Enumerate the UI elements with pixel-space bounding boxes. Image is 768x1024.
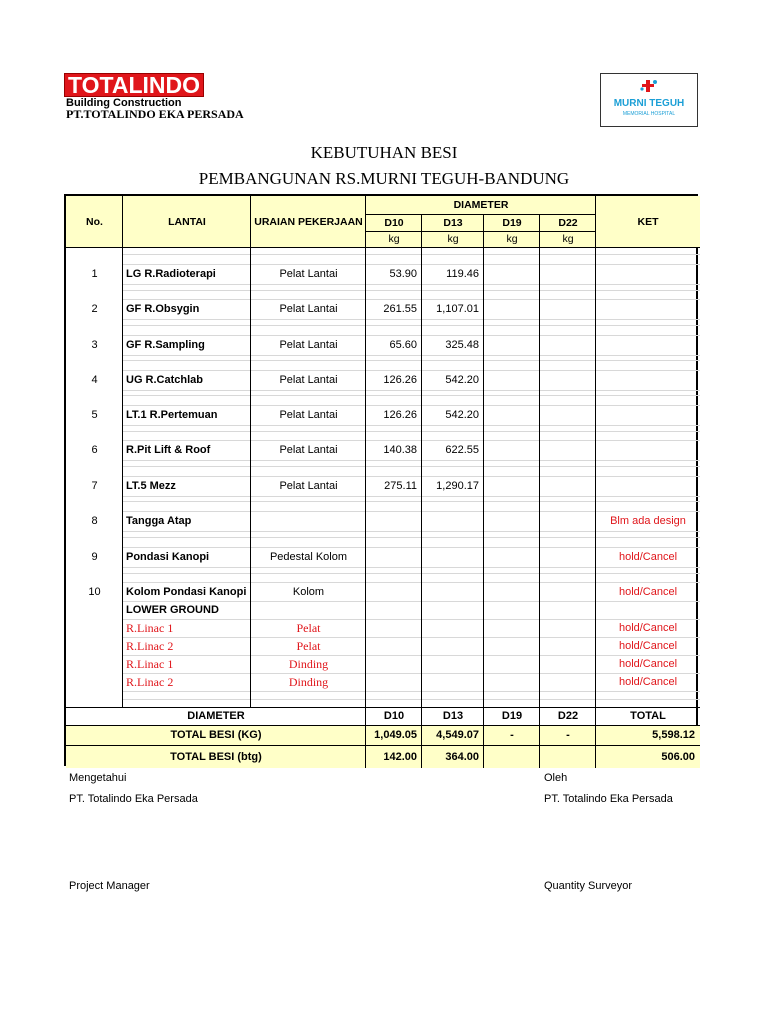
grid-line-faint [123,440,700,441]
lower-ground-lantai: R.Linac 2 [126,674,174,689]
row-uraian [251,511,366,531]
row-d19 [484,335,540,355]
row-d22 [540,405,596,425]
grid-line-v [539,214,540,768]
row-uraian: Pelat Lantai [279,480,338,492]
lower-ground-uraian: Dinding [288,656,329,671]
row-d10: 53.90 [389,268,417,280]
grid-line [66,725,700,726]
grid-line-faint [123,691,700,692]
row-uraian: Pelat Lantai [279,339,338,351]
lower-ground-lantai: R.Linac 2 [126,638,174,653]
grid-line-v [250,196,251,707]
row-d22 [540,476,596,496]
summary-header-d19: D19 [501,710,523,722]
row-d22 [540,370,596,390]
row-ket [596,299,700,319]
row-d10: 65.60 [389,339,417,351]
lower-ground-ket: hold/Cancel [618,658,678,670]
lower-ground-label: LOWER GROUND [126,604,219,616]
row-no: 4 [91,374,98,386]
footer-right-label: Oleh [544,772,568,784]
row-lantai: LG R.Radioterapi [126,268,216,280]
total-kg-d19: - [510,729,514,741]
row-uraian: Pelat Lantai [279,374,338,386]
grid-line-faint [123,370,700,371]
row-d22 [540,582,596,602]
row-no: 3 [91,339,98,351]
grid-line-faint [123,360,700,361]
row-ket [596,335,700,355]
row-uraian: Kolom [292,586,325,598]
header-lantai: LANTAI [123,196,251,247]
row-d22 [540,511,596,531]
row-d13: 542.20 [445,409,479,421]
grid-line-faint [123,405,700,406]
lower-ground-ket: hold/Cancel [618,640,678,652]
logo-brand: TOTALINDO [64,73,204,97]
row-d10: 275.11 [384,480,417,492]
total-btg-total: 506.00 [661,750,695,763]
row-lantai: Kolom Pondasi Kanopi [126,586,247,598]
murni-teguh-logo [600,73,698,127]
total-kg-d13: 4,549.07 [436,729,479,741]
grid-line [66,707,700,708]
row-d22 [540,264,596,284]
row-d19 [484,264,540,284]
grid-line-faint [123,299,700,300]
row-ket [596,370,700,390]
row-lantai: R.Pit Lift & Roof [126,444,211,456]
total-btg-label: TOTAL BESI (btg) [170,750,262,763]
row-d13: 1,290.17 [436,480,479,492]
lower-ground-ket: hold/Cancel [618,622,678,634]
total-btg-d19 [484,745,540,768]
grid-line-faint [123,466,700,467]
row-uraian: Pelat Lantai [279,268,338,280]
footer-left-label: Mengetahui [69,772,127,784]
row-d22 [540,547,596,567]
grid-line-faint [123,431,700,432]
row-ket [596,405,700,425]
row-ket: hold/Cancel [618,586,678,598]
row-d10 [366,582,422,602]
row-d10: 126.26 [383,409,417,421]
total-btg-d10: 142.00 [383,750,417,763]
grid-line-faint [123,547,700,548]
grid-line-v [365,196,366,768]
total-btg-d13: 364.00 [445,750,479,763]
grid-line [66,247,700,248]
row-no: 1 [91,268,98,280]
row-d19 [484,405,540,425]
total-btg-d22 [540,745,596,768]
grid-line-faint [123,496,700,497]
lower-ground-lantai: R.Linac 1 [126,620,174,635]
total-kg-d22: - [566,729,570,741]
header-unit-d22: kg [540,231,596,247]
company-name: PT.TOTALINDO EKA PERSADA [66,107,244,121]
row-d13: 1,107.01 [436,303,479,315]
lower-ground-uraian: Pelat [296,638,321,653]
footer-left-role: Project Manager [69,880,150,892]
logo-subtitle: Building Construction [66,97,182,109]
row-d13: 622.55 [445,444,479,456]
grid-line [66,745,700,746]
grid-line [366,231,596,232]
row-d13 [422,547,484,567]
grid-line-faint [123,425,700,426]
document-subtitle: PEMBANGUNAN RS.MURNI TEGUH-BANDUNG [198,169,570,188]
client-logo-name: MURNI TEGUH [613,98,685,109]
header-d13: D13 [422,214,484,231]
row-d19 [484,511,540,531]
row-d19 [484,582,540,602]
row-d22 [540,335,596,355]
row-uraian: Pelat Lantai [279,303,338,315]
grid-line-faint [123,390,700,391]
row-no: 2 [91,303,98,315]
grid-line-faint [123,395,700,396]
row-d13: 119.46 [446,268,479,280]
grid-line-faint [123,655,700,656]
row-no: 5 [91,409,98,421]
document-title: KEBUTUHAN BESI [310,143,458,162]
grid-line-faint [123,582,700,583]
row-ket: Blm ada design [610,515,686,527]
row-ket [596,476,700,496]
row-lantai: LT.5 Mezz [126,480,176,492]
footer-right-company: PT. Totalindo Eka Persada [544,793,673,805]
row-no: 9 [91,551,98,563]
grid-line-faint [123,531,700,532]
row-no: 8 [91,515,98,527]
row-d19 [484,440,540,460]
row-d10 [366,547,422,567]
row-d10: 261.55 [383,303,417,315]
footer-left-company: PT. Totalindo Eka Persada [69,793,198,805]
row-d19 [484,547,540,567]
header-d19: D19 [484,214,540,231]
row-d22 [540,440,596,460]
total-kg-d10: 1,049.05 [374,729,417,741]
hospital-cross-icon [639,79,659,93]
grid-line-v [483,214,484,768]
row-d10: 126.26 [383,374,417,386]
header-unit-d19: kg [484,231,540,247]
row-d13 [422,582,484,602]
row-ket: hold/Cancel [618,551,678,563]
grid-line [366,214,596,215]
grid-line-faint [123,284,700,285]
row-ket [596,440,700,460]
row-no: 6 [91,444,98,456]
grid-line-faint [123,254,700,255]
row-d19 [484,476,540,496]
grid-line-faint [123,601,700,602]
header-d22: D22 [540,214,596,231]
row-d13: 325.48 [445,339,479,351]
grid-line-faint [123,290,700,291]
grid-line-faint [123,699,700,700]
grid-line-faint [123,319,700,320]
header-unit-d10: kg [366,231,422,247]
summary-header-d22: D22 [557,710,579,722]
grid-line-v [421,214,422,768]
rebar-requirement-table [64,194,698,766]
summary-header-total: TOTAL [630,710,666,722]
row-no: 10 [88,586,101,598]
grid-line-faint [123,573,700,574]
grid-line-faint [123,537,700,538]
row-no: 7 [91,480,98,492]
row-lantai: Tangga Atap [126,515,192,527]
totalindo-logo [64,73,254,109]
lower-ground-lantai: R.Linac 1 [126,656,174,671]
row-d13 [422,511,484,531]
total-kg-label: TOTAL BESI (KG) [170,729,262,741]
row-lantai: GF R.Obsygin [126,303,200,315]
summary-header-d10: D10 [383,710,405,722]
summary-header-d13: D13 [442,710,464,722]
grid-line-faint [123,335,700,336]
row-uraian: Pedestal Kolom [269,551,348,563]
header-ket: KET [596,196,700,247]
header-d10: D10 [366,214,422,231]
row-d13: 542.20 [445,374,479,386]
summary-diameter-label: DIAMETER [187,710,245,722]
grid-line-faint [123,511,700,512]
grid-line-faint [123,567,700,568]
row-ket [596,264,700,284]
header-uraian: URAIAN PEKERJAAN [251,196,366,247]
row-d10: 140.38 [383,444,417,456]
header-diameter: DIAMETER [366,196,596,214]
client-logo-tagline: MEMORIAL HOSPITAL [622,111,676,117]
grid-line-v [122,196,123,707]
row-lantai: LT.1 R.Pertemuan [126,409,218,421]
row-lantai: GF R.Sampling [126,339,205,351]
grid-line-faint [123,637,700,638]
grid-line-faint [123,673,700,674]
header-unit-d13: kg [422,231,484,247]
row-lantai: Pondasi Kanopi [126,551,210,563]
row-uraian: Pelat Lantai [279,409,338,421]
grid-line-v [595,196,596,768]
lower-ground-uraian: Pelat [296,620,321,635]
grid-line-faint [123,355,700,356]
grid-line-faint [123,264,700,265]
grid-line-faint [123,476,700,477]
lower-ground-uraian: Dinding [288,674,329,689]
row-d22 [540,299,596,319]
row-uraian: Pelat Lantai [279,444,338,456]
grid-line-faint [123,501,700,502]
row-d19 [484,370,540,390]
row-lantai: UG R.Catchlab [126,374,204,386]
footer-right-role: Quantity Surveyor [544,880,633,892]
grid-line-faint [123,325,700,326]
grid-line-faint [123,619,700,620]
total-kg-total: 5,598.12 [652,729,695,741]
header-no: No. [66,196,123,247]
lower-ground-ket: hold/Cancel [618,676,678,688]
row-d19 [484,299,540,319]
row-d10 [366,511,422,531]
grid-line-faint [123,460,700,461]
